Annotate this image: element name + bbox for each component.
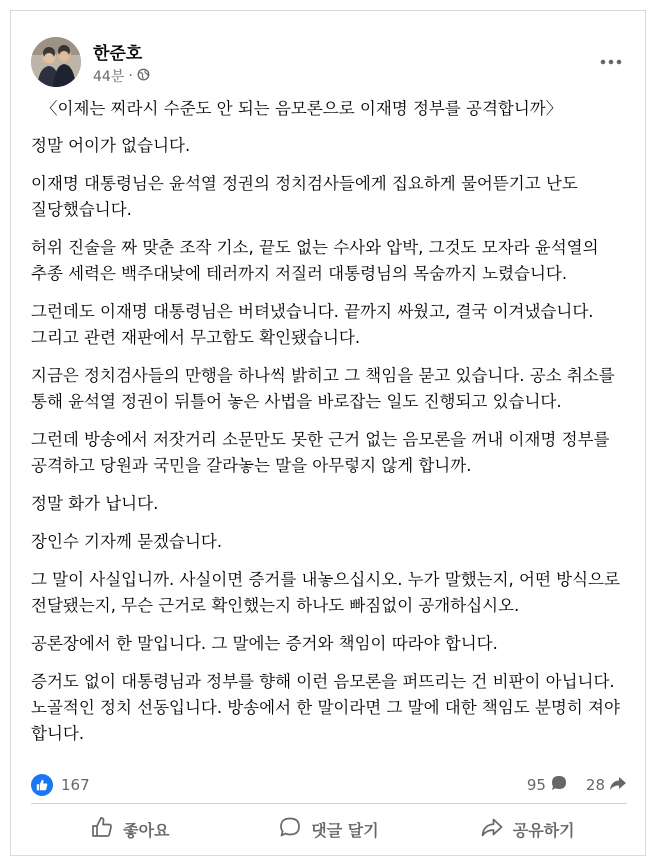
post-card [10,10,646,856]
post-title: 〈이제는 찌라시 수준도 안 되는 음모론으로 이재명 정부를 공격합니까〉 [41,99,563,118]
like-count: 167 [61,776,90,794]
post-paragraph: 장인수 기자께 묻겠습니다. [31,532,223,551]
share-icon [481,816,503,842]
action-bar [31,807,627,851]
post-paragraph: 증거도 없이 대통령님과 정부를 향해 이런 음모론을 퍼뜨리는 건 비판이 아닙니다. 노골적인 정치 선동입니다. 방송에서 한 말이라면 그 말에 대한 책임도 분명히 져야 합니다. [31,672,620,743]
like-button[interactable] [31,807,230,851]
share-button-label: 공유하기 [512,820,575,840]
post-paragraph: 허위 진술을 짜 맞춘 조작 기소, 끝도 없는 수사와 압박, 그것도 모자라 윤석열의 추종 세력은 백주대낮에 테러까지 저질러 대통령님의 목숨까지 노렸습니다. [31,238,599,283]
like-button-label: 좋아요 [123,820,170,840]
post-paragraph: 이재명 대통령님은 윤석열 정권의 정치검사들에게 집요하게 물어뜯기고 난도 질당했습니다. [31,174,578,219]
post-header [31,35,627,91]
post-paragraph: 그런데 방송에서 저잣거리 소문만도 못한 근거 없는 음모론을 꺼내 이재명 정부를 공격하고 당원과 국민을 갈라놓는 말을 아무렇지 않게 합니까. [31,430,610,475]
comment-count-icon [550,774,568,796]
post-time[interactable]: 44분 [93,69,125,85]
post-paragraph: 정말 화가 납니다. [31,494,159,513]
post-stats [31,771,627,799]
author-name[interactable]: 한준호 [93,44,143,64]
post-paragraph: 지금은 정치검사들의 만행을 하나씩 밝히고 그 책임을 묻고 있습니다. 공소 취소를 통해 윤석열 정권이 뒤틀어 놓은 사법을 바로잡는 일도 진행되고 있습니다. [31,366,615,411]
post-meta [93,66,150,86]
post-body [31,97,631,759]
share-count-icon [609,774,627,796]
divider [31,803,627,804]
share-count[interactable]: 28 [585,776,605,794]
post-paragraph: 그 말이 사실입니까. 사실이면 증거를 내놓으십시오. 누가 말했는지, 어떤 방식으로 전달됐는지, 무슨 근거로 확인했는지 하나도 빠짐없이 공개하십시오. [31,570,620,615]
post-paragraph: 그런데도 이재명 대통령님은 버텨냈습니다. 끝까지 싸웠고, 결국 이겨냈습니다. 그리고 관련 재판에서 무고함도 확인됐습니다. [31,302,594,347]
globe-icon [137,68,150,85]
avatar[interactable] [31,37,81,87]
like-reaction-icon [31,774,53,796]
post-paragraph: 정말 어이가 없습니다. [31,136,191,155]
meta-separator: · [128,68,133,84]
comment-button-label: 댓글 달기 [311,820,379,840]
share-button[interactable] [428,807,627,851]
thumbs-up-icon [91,816,113,842]
engagement-counts [527,774,627,796]
comment-count[interactable]: 95 [526,776,546,794]
reaction-summary[interactable] [31,774,90,796]
more-icon[interactable] [599,47,623,71]
comment-icon [279,816,301,842]
post-paragraph: 공론장에서 한 말입니다. 그 말에는 증거와 책임이 따라야 합니다. [31,634,498,653]
comment-button[interactable] [230,807,429,851]
